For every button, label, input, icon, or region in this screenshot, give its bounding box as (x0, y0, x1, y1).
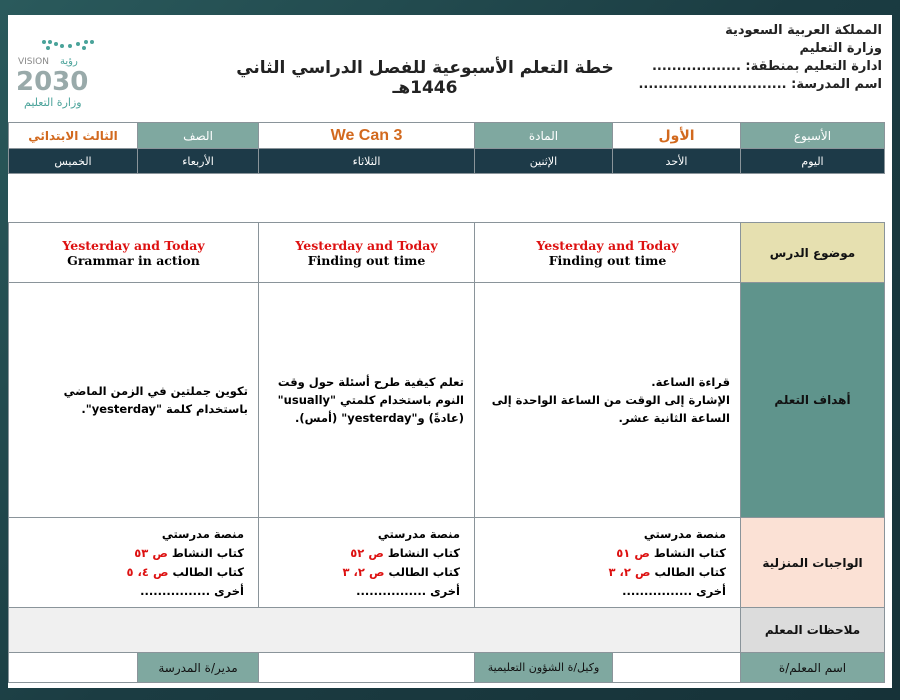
svg-text:رؤية: رؤية (60, 56, 78, 67)
homework-other: أخرى ................ (622, 583, 726, 598)
topic-label: موضوع الدرس (740, 222, 885, 283)
kingdom-text: المملكة العربية السعودية (725, 23, 882, 38)
ministry-text: وزارة التعليم (799, 41, 882, 56)
student-page: ص ٤، ٥ (126, 564, 169, 579)
vision-2030-logo (14, 38, 104, 110)
homework-platform: منصة مدرستي (161, 526, 244, 541)
grade-label: الصف (137, 122, 259, 149)
activity-page: ص ٥١ (616, 545, 650, 560)
day-thursday: الخميس (8, 148, 138, 174)
activity-book: كتاب النشاط (653, 545, 726, 560)
notes-label: ملاحظات المعلم (740, 607, 885, 653)
deputy-label: وكيل/ة الشؤون التعليمية (474, 652, 613, 683)
topic-lesson: Grammar in action (67, 252, 200, 268)
objectives-cell-3: تكوين جملتين في الزمن الماضي باستخدام كلمة "yesterday". (8, 282, 259, 518)
homework-platform: منصة مدرستي (643, 526, 726, 541)
homework-activity-line (616, 544, 726, 563)
homework-cell-2 (258, 517, 475, 608)
svg-text:VISION: VISION (18, 57, 49, 67)
homework-cell-3 (8, 517, 259, 608)
topic-lesson: Finding out time (307, 252, 426, 268)
svg-text:2030: 2030 (16, 67, 89, 97)
principal-label: مدير/ة المدرسة (137, 652, 259, 683)
activity-book: كتاب النشاط (171, 545, 244, 560)
student-book: كتاب الطالب (172, 564, 244, 579)
homework-platform: منصة مدرستي (377, 526, 460, 541)
day-monday: الإثنين (474, 148, 613, 174)
grade-value: الثالث الابتدائي (8, 122, 138, 149)
student-book: كتاب الطالب (388, 564, 460, 579)
homework-activity-line (350, 544, 460, 563)
homework-student-line (609, 563, 726, 582)
header-info (638, 22, 882, 94)
topic-lesson: Finding out time (548, 252, 667, 268)
week-label: الأسبوع (740, 122, 885, 149)
student-page: ص ٢، ٣ (342, 564, 385, 579)
homework-activity-line (134, 544, 244, 563)
principal-field[interactable] (8, 652, 138, 683)
homework-other: أخرى ................ (140, 583, 244, 598)
notes-field[interactable] (8, 607, 741, 653)
deputy-field[interactable] (258, 652, 475, 683)
objectives-cell-1: قراءة الساعة. الإشارة إلى الوقت من الساعة الواحدة إلى الساعة الثانية عشر. (474, 282, 741, 518)
topic-cell-2 (258, 222, 475, 283)
teacher-name-field[interactable] (612, 652, 741, 683)
day-label: اليوم (740, 148, 885, 174)
homework-label: الواجبات المنزلية (740, 517, 885, 608)
activity-page: ص ٥٣ (134, 545, 168, 560)
homework-student-line (343, 563, 460, 582)
day-tuesday: الثلاثاء (258, 148, 475, 174)
day-sunday: الأحد (612, 148, 741, 174)
subject-label: المادة (474, 122, 613, 149)
topic-cell-3 (8, 222, 259, 283)
topic-cell-1 (474, 222, 741, 283)
svg-text:وزارة التعليم: وزارة التعليم (24, 96, 82, 109)
homework-student-line (127, 563, 244, 582)
student-page: ص ٢، ٣ (608, 564, 651, 579)
activity-book: كتاب النشاط (387, 545, 460, 560)
region-text: ادارة التعليم بمنطقة: .................. (651, 59, 882, 74)
teacher-name-label: اسم المعلم/ة (740, 652, 885, 683)
homework-other: أخرى ................ (356, 583, 460, 598)
topic-unit: Yesterday and Today (62, 237, 205, 253)
topic-unit: Yesterday and Today (536, 237, 679, 253)
student-book: كتاب الطالب (654, 564, 726, 579)
page-title: خطة التعلم الأسبوعية للفصل الدراسي الثاني 1446هـ (236, 58, 614, 98)
subject-value: We Can 3 (258, 122, 475, 149)
week-value: الأول (612, 122, 741, 149)
objectives-cell-2: تعلم كيفية طرح أسئلة حول وقت النوم باستخدام كلمتي "usually" (عادةً) و"yesterday" (أمس). (258, 282, 475, 518)
day-wednesday: الأربعاء (137, 148, 259, 174)
objectives-label: أهداف التعلم (740, 282, 885, 518)
school-text: اسم المدرسة: .............................. (638, 77, 882, 92)
homework-cell-1 (474, 517, 741, 608)
topic-unit: Yesterday and Today (295, 237, 438, 253)
activity-page: ص ٥٢ (350, 545, 384, 560)
